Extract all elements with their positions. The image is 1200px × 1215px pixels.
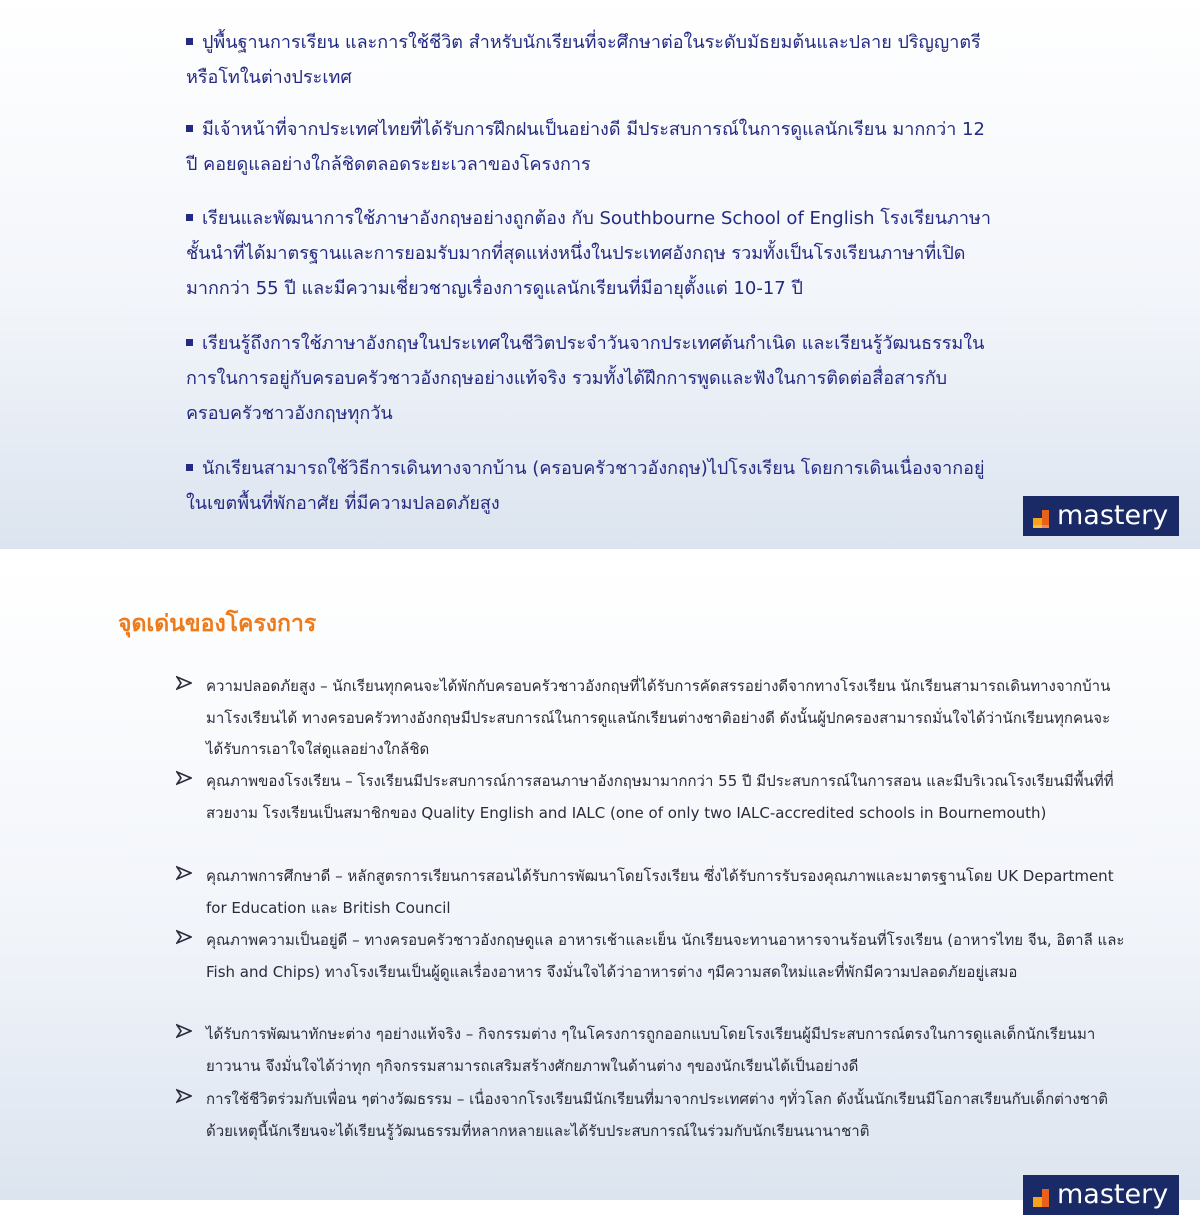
slide-1 bbox=[0, 0, 1200, 549]
list-item: นักเรียนสามารถใช้วิธีการเดินทางจากบ้าน (ครอบครัวชาวอังกฤษ)ไปโรงเรียน โดยการเดินเนื่องจากอยู่ในเขตพื้นที่พักอาศัย ที่มีความปลอดภัยสูง bbox=[186, 458, 985, 514]
list-item: เรียนรู้ถึงการใช้ภาษาอังกฤษในประเทศในชีวิตประจำวันจากประเทศต้นกำเนิด และเรียนรู้วัฒนธรรมในการในการอยู่กับครอบครัวชาวอังกฤษอย่างแท้จริง รวมทั้งได้ฝึกการพูดและฟังในการติดต่อสื่อสารกับครอบครัวชาวอังกฤษทุกวัน bbox=[186, 333, 985, 424]
slide-divider bbox=[0, 549, 1200, 561]
list-item: เรียนและพัฒนาการใช้ภาษาอังกฤษอย่างถูกต้อง กับ Southbourne School of English โรงเรียนภาษาชั้นนำที่ได้มาตรฐานและการยอมรับมากที่สุดแห่งหนึ่งในประเทศอังกฤษ รวมทั้งเป็นโรงเรียนภาษาที่เปิดมากกว่า 55 ปี และมีความเชี่ยวชาญเรื่องการดูแลนักเรียนที่มีอายุตั้งแต่ 10-17 ปี bbox=[186, 208, 991, 299]
mastery-logo bbox=[1023, 496, 1179, 536]
list-item: คุณภาพของโรงเรียน – โรงเรียนมีประสบการณ์การสอนภาษาอังกฤษมามากกว่า 55 ปี มีประสบการณ์ในการสอน และมีบริเวณโรงเรียนมีพื้นที่ที่สวยงาม โรงเรียนเป็นสมาชิกของ Quality English and IALC (one of only two IALC-accredited schools in Bournemouth) bbox=[176, 766, 1126, 829]
square-bullet-icon bbox=[186, 125, 193, 132]
list-item: คุณภาพการศึกษาดี – หลักสูตรการเรียนการสอนได้รับการพัฒนาโดยโรงเรียน ซึ่งได้รับการรับรองคุณภาพและมาตรฐานโดย UK Department for Education และ British Council bbox=[176, 861, 1126, 924]
arrow-bullet-icon bbox=[176, 1023, 192, 1039]
list-item: มีเจ้าหน้าที่จากประเทศไทยที่ได้รับการฝึกฝนเป็นอย่างดี มีประสบการณ์ในการดูแลนักเรียน มากกว่า 12 ปี คอยดูแลอย่างใกล้ชิดตลอดระยะเวลาของโครงการ bbox=[186, 119, 985, 175]
square-bullet-icon bbox=[186, 214, 193, 221]
logo-text: mastery bbox=[1057, 500, 1169, 531]
list-item: ความปลอดภัยสูง – นักเรียนทุกคนจะได้พักกับครอบครัวชาวอังกฤษที่ได้รับการคัดสรรอย่างดีจากทางโรงเรียน นักเรียนสามารถเดินทางจากบ้านมาโรงเรียนได้ ทางครอบครัวทางอังกฤษมีประสบการณ์ในการดูแลนักเรียนต่างชาติอย่างดี ดังนั้นผู้ปกครองสามารถมั่นใจได้ว่านักเรียนทุกคนจะได้รับการเอาใจใส่ดูแลอย่างใกล้ชิด bbox=[176, 671, 1126, 766]
arrow-bullet-icon bbox=[176, 865, 192, 881]
list-item: คุณภาพความเป็นอยู่ดี – ทางครอบครัวชาวอังกฤษดูแล อาหารเช้าและเย็น นักเรียนจะทานอาหารจานร้อนที่โรงเรียน (อาหารไทย จีน, อิตาลี และ Fish and Chips) ทางโรงเรียนเป็นผู้ดูแลเรื่องอาหาร จึงมั่นใจได้ว่าอาหารต่าง ๆมีความสดใหม่และที่พักมีความปลอดภัยอยู่เสมอ bbox=[176, 925, 1126, 988]
list-item: การใช้ชีวิตร่วมกับเพื่อน ๆต่างวัฒธรรม – เนื่องจากโรงเรียนมีนักเรียนที่มาจากประเทศต่าง ๆทั่วโลก ดังนั้นนักเรียนมีโอกาสเรียนกับเด็กต่างชาติ ด้วยเหตุนี้นักเรียนจะได้เรียนรู้วัฒนธรรมที่หลากหลายและได้รับประสบการณ์ในร่วมกับนักเรียนนานาชาติ bbox=[176, 1084, 1126, 1147]
square-bullet-icon bbox=[186, 339, 193, 346]
list-item: ปูพื้นฐานการเรียน และการใช้ชีวิต สำหรับนักเรียนที่จะศึกษาต่อในระดับมัธยมต้นและปลาย ปริญญาตรี หรือโทในต่างประเทศ bbox=[186, 32, 981, 88]
mastery-logo-mark-icon bbox=[1031, 1183, 1055, 1209]
page-title: จุดเด่นของโครงการ bbox=[118, 611, 317, 637]
arrow-bullet-icon bbox=[176, 1088, 192, 1104]
list-item: ได้รับการพัฒนาทักษะต่าง ๆอย่างแท้จริง – กิจกรรมต่าง ๆในโครงการถูกออกแบบโดยโรงเรียนผู้มีประสบการณ์ตรงในการดูแลเด็กนักเรียนมายาวนาน จึงมั่นใจได้ว่าทุก ๆกิจกรรมสามารถเสริมสร้างศักยภาพในด้านต่าง ๆของนักเรียนได้เป็นอย่างดี bbox=[176, 1019, 1126, 1082]
arrow-bullet-icon bbox=[176, 929, 192, 945]
arrow-bullet-icon bbox=[176, 675, 192, 691]
logo-text: mastery bbox=[1057, 1179, 1169, 1210]
arrow-bullet-icon bbox=[176, 770, 192, 786]
square-bullet-icon bbox=[186, 464, 193, 471]
square-bullet-icon bbox=[186, 38, 193, 45]
mastery-logo-mark-icon bbox=[1031, 504, 1055, 530]
mastery-logo bbox=[1023, 1175, 1179, 1215]
